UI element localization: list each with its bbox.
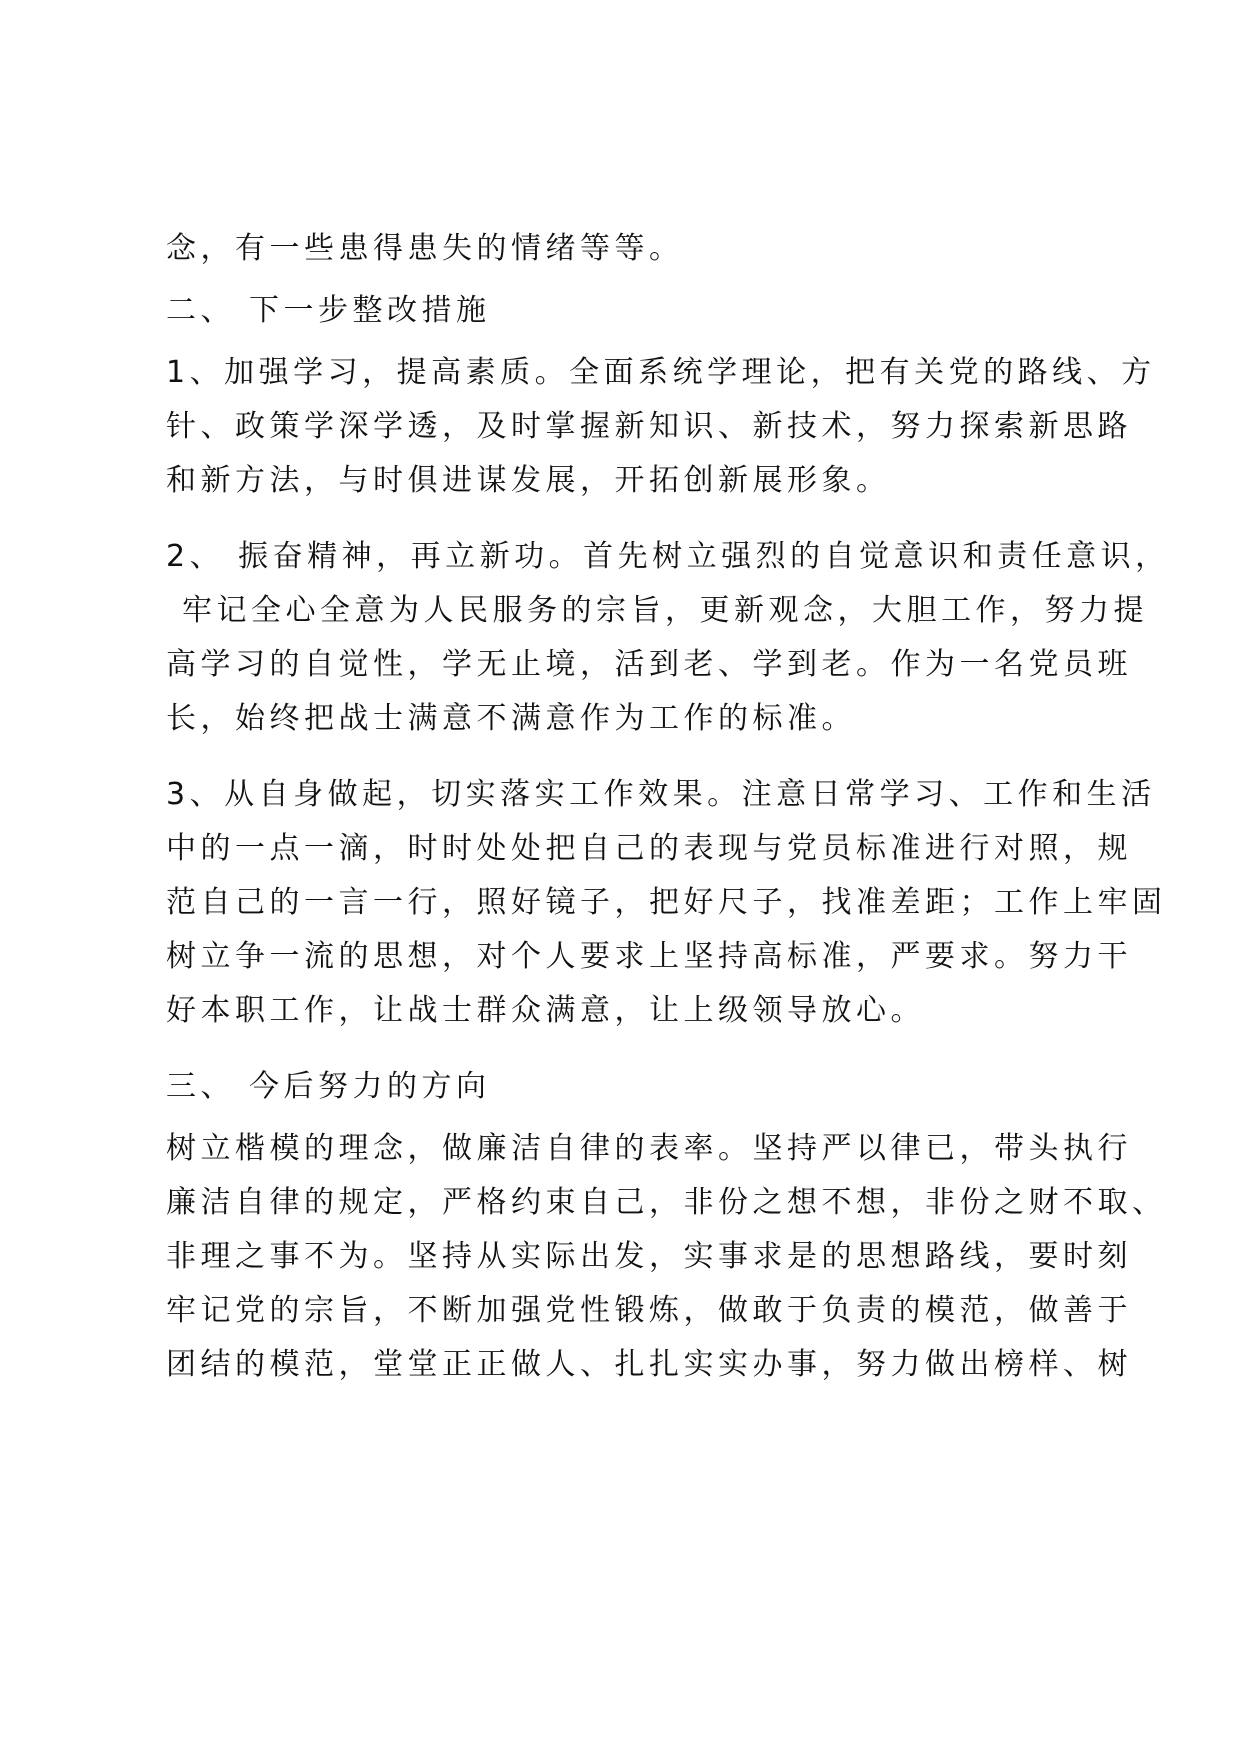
text-line: 树立争一流的思想，对个人要求上坚持高标准，严要求。努力干 xyxy=(166,939,1132,974)
text-line: 2、 振奋精神，再立新功。首先树立强烈的自觉意识和责任意识， xyxy=(166,539,1170,574)
text-line: 长，始终把战士满意不满意作为工作的标准。 xyxy=(166,701,856,736)
paragraph-measure-2 xyxy=(166,530,1170,746)
paragraph-measure-3 xyxy=(166,768,1167,1038)
text-line: 廉洁自律的规定，严格约束自己，非份之想不想，非份之财不取、 xyxy=(166,1185,1167,1220)
text-line: 针、政策学深学透，及时掌握新知识、新技术，努力探索新思路 xyxy=(166,409,1132,444)
text-line: 牢记党的宗旨，不断加强党性锻炼，做敢于负责的模范，做善于 xyxy=(166,1293,1132,1328)
text-line: 团结的模范，堂堂正正做人、扎扎实实办事，努力做出榜样、树 xyxy=(166,1347,1132,1382)
text-line: 高学习的自觉性，学无止境，活到老、学到老。作为一名党员班 xyxy=(166,647,1132,682)
section-heading-2: 二、 下一步整改措施 xyxy=(166,293,491,328)
text-line: 非理之事不为。坚持从实际出发，实事求是的思想路线，要时刻 xyxy=(166,1239,1132,1274)
paragraph-measure-1 xyxy=(166,346,1156,508)
text-line: 好本职工作，让战士群众满意，让上级领导放心。 xyxy=(166,993,925,1028)
paragraph-continued xyxy=(166,222,1106,276)
text-line: 中的一点一滴，时时处处把自己的表现与党员标准进行对照，规 xyxy=(166,831,1132,866)
section-heading-3: 三、 今后努力的方向 xyxy=(166,1069,491,1104)
document-body xyxy=(166,222,1170,1392)
text-line: 牢记全心全意为人民服务的宗旨，更新观念，大胆工作，努力提 xyxy=(182,593,1148,628)
text-line: 3、从自身做起，切实落实工作效果。注意日常学习、工作和生活 xyxy=(166,777,1156,812)
text-line: 范自己的一言一行，照好镜子，把好尺子，找准差距；工作上牢固 xyxy=(166,885,1167,920)
paragraph-direction xyxy=(166,1122,1167,1392)
text-line: 和新方法，与时俱进谋发展，开拓创新展形象。 xyxy=(166,463,891,498)
text-line: 树立楷模的理念，做廉洁自律的表率。坚持严以律已，带头执行 xyxy=(166,1131,1132,1166)
text-line: 念，有一些患得患失的情绪等等。 xyxy=(166,231,684,266)
text-line: 1、加强学习，提高素质。全面系统学理论，把有关党的路线、方 xyxy=(166,355,1156,390)
